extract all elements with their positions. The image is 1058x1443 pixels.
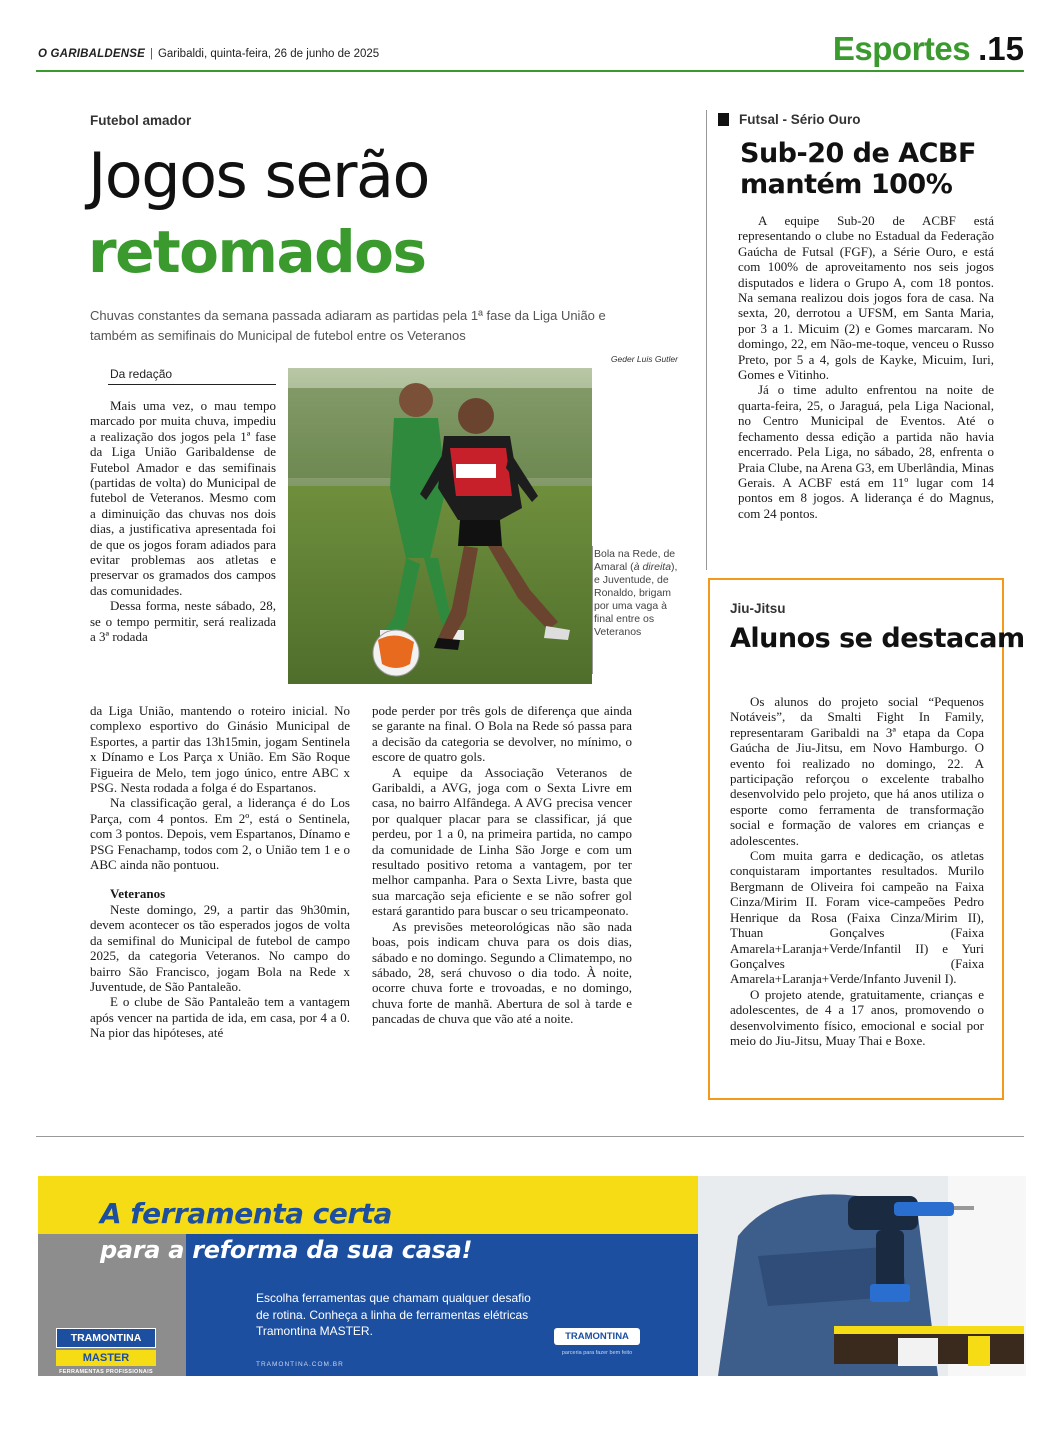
jiujitsu-kicker: Jiu-Jitsu	[730, 601, 786, 616]
section-header	[833, 30, 1024, 68]
paragraph: pode perder por três gols de diferença que ainda se garante na final. O Bola na Rede só passa para a decisão da categoria se devolver, no mínimo, o escore de quatro gols.	[372, 703, 632, 765]
logo-line1: TRAMONTINA	[56, 1328, 156, 1348]
dateline-text: Garibaldi, quinta-feira, 26 de junho de 2025	[157, 48, 380, 60]
paragraph: As previsões meteorológicas não são nada boas, pois indicam chuva para os dois dias, sábado e no domingo. Segundo a Climatempo, no sábado, 28, será chuvoso o dia todo. À noite, ocorre chuva forte e trovoadas, e no domingo, chuva forte de manhã. Abertura de sol à tarde e pancadas de chuva que vão até a noite.	[372, 918, 632, 1027]
futsal-headline: Sub-20 de ACBF mantém 100%	[740, 138, 976, 200]
page-number: .15	[978, 30, 1024, 67]
paragraph: Dessa forma, neste sábado, 28, se o tempo permitir, será realizada a 3ª rodada	[90, 598, 276, 645]
ad-headline-1: A ferramenta certa	[100, 1197, 392, 1230]
jiujitsu-headline: Alunos se destacam	[730, 623, 1025, 654]
ad-url[interactable]: TRAMONTINA.COM.BR	[256, 1361, 344, 1368]
main-body-col1-narrow	[90, 398, 276, 645]
soccer-players-illustration	[288, 368, 592, 684]
main-headline-line2: retomados	[88, 218, 426, 286]
ad-headline-2: para a reforma da sua casa!	[100, 1236, 473, 1264]
badge-tagline: parceria para fazer bem feito	[561, 1350, 633, 1356]
caption-emphasis: à direita	[633, 561, 672, 573]
jiujitsu-body	[730, 694, 984, 1048]
futsal-body	[738, 213, 994, 521]
photo-credit: Geder Luis Gutler	[610, 354, 678, 364]
badge-label: TRAMONTINA	[554, 1328, 640, 1345]
main-deck: Chuvas constantes da semana passada adiaram as partidas pela 1ª fase da Liga União e também as semifinais do Municipal de futebol entre os Veteranos	[90, 308, 606, 343]
photo-caption	[594, 548, 684, 639]
ad-body-text: Escolha ferramentas que chamam qualquer desafio de rotina. Conheça a linha de ferramentas elétricas Tramontina MASTER.	[256, 1291, 531, 1338]
paragraph: Os alunos do projeto social “Pequenos Notáveis”, da Smalti Fight In Family, representaram Garibaldi na 3ª etapa da Copa Gaúcha de Jiu-Jitsu, em Novo Hamburgo. O evento foi realizado no domingo, 22. A participação reforçou o excelente trabalho desenvolvido pelo projeto, que há anos utiliza o esporte como ferramenta de transformação social e formação de valores em crianças e adolescentes.	[730, 694, 984, 848]
byline-rule	[108, 384, 276, 385]
caption-rule	[592, 546, 593, 674]
caption-text: Bola na Rede, de Amaral (	[594, 548, 676, 573]
paragraph: Já o time adulto enfrentou na noite de quarta-feira, 25, o Jaraguá, pela Liga Nacional, no Centro Municipal de Eventos. Até o fechamento dessa edição a partida não havia encerrado. Pela Liga, no sábado, 28, enfrenta o Praia Clube, na Arena G3, em Uberlândia, Minas Gerais. A ACBF está em 11º lugar com 14 pontos em 8 jogos. A liderança é do Magnus, com 24 pontos.	[738, 382, 994, 521]
main-body-col2	[372, 703, 632, 1027]
paragraph: da Liga União, mantendo o roteiro inicial. No complexo esportivo do Ginásio Municipal de Esportes, a partir das 13h15min, jogam Sentinela x Dínamo e Los Parça x União. Em São Roque Figueira de Melo, tem jogo único, entre ABC x PSG. Nesta rodada a folga é do Espartanos.	[90, 703, 350, 796]
drill-worker-illustration	[698, 1176, 1026, 1376]
match-photo	[288, 368, 592, 684]
bottom-rule	[36, 1136, 1024, 1137]
paragraph: Na classificação geral, a liderança é do Los Parça, com 4 pontos. Em 2º, está o Sentinela, com 3 pontos. Depois, vem Espartanos, Dínamo e PSG Fenachamp, todos com 2, o União tem 1 e o ABC ainda não pontuou.	[90, 795, 350, 873]
paragraph: A equipe Sub-20 de ACBF está representando o clube no Estadual da Federação Gaúcha de Futsal (FGF), a Série Ouro, e está com 100% de aproveitamento nos seis jogos disputados e lidera o Grupo A, com 18 pontos. Na semana realizou dois jogos fora de casa. Na sexta, 20, derrotou a UFSM, em Santa Maria, por 3 a 1. Micuim (2) e Gomes marcaram. No domingo, 22, em Não-me-toque, venceu o Russo Preto, por 5 a 4, gols de Kayke, Micuim, Iuri, Gomes e Vitinho.	[738, 213, 994, 383]
paragraph: Mais uma vez, o mau tempo marcado por muita chuva, impediu a realização dos jogos pela 1ª fase da Liga União Garibaldense de Futebol Amador e das semifinais (partidas de volta) do Municipal de futebol de Veteranos. Mesmo com a diminuição das chuvas nos dois dias, a justificativa apresentada foi de que os jogos foram adiados para evitar problemas aos atletas e preservar os gramados dos campos das comunidades.	[90, 398, 276, 598]
subhead-veteranos: Veteranos	[110, 886, 166, 902]
advertisement[interactable]	[38, 1176, 1026, 1376]
tramontina-master-logo	[56, 1328, 156, 1375]
futsal-kicker-text: Futsal - Sério Ouro	[739, 112, 861, 127]
publication-name: O GARIBALDENSE	[38, 48, 145, 60]
paragraph: Com muita garra e dedicação, os atletas conquistaram importantes resultados. Murilo Bergmann de Oliveira foi campeão na Faixa Cinza/Mirim II. Foram vice-campeões Pedro Henrique da Rosa (Faixa Cinza/Mirim II), Thuan Gonçalves (Faixa Amarela+Laranja+Verde/Infantil II) e Yuri Gonçalves (Faixa Amarela+Laranja+Verde/Infanto Juvenil I).	[730, 848, 984, 987]
header-dateline	[38, 48, 379, 60]
caption-text: ), e Juventude, de Ronaldo, brigam por uma vaga à final entre os Veteranos	[594, 561, 678, 638]
logo-line3: FERRAMENTAS PROFISSIONAIS	[59, 1369, 153, 1375]
tramontina-badge	[554, 1328, 640, 1356]
byline: Da redação	[110, 367, 173, 381]
futsal-kicker	[718, 112, 861, 127]
paragraph: E o clube de São Pantaleão tem a vantagem após vencer na partida de ida, em casa, por 4 a 0. Na pior das hipóteses, até	[90, 994, 350, 1041]
logo-line2: MASTER	[56, 1350, 156, 1366]
main-headline-line1: Jogos serão	[88, 139, 429, 212]
paragraph: Neste domingo, 29, a partir das 9h30min, devem acontecer os tão esperados jogos de volta da semifinal do Municipal de futebol de campo 2025, da categoria Veteranos. No campo do bairro São Francisco, jogam Bola na Rede x Juventude, de São Pantaleão.	[90, 901, 350, 994]
column-rule	[706, 110, 707, 570]
main-body-col1-wide	[90, 703, 350, 1041]
drill-worker-photo	[698, 1176, 1026, 1376]
header-rule	[36, 70, 1024, 72]
paragraph: A equipe da Associação Veteranos de Garibaldi, a AVG, joga com o Sexta Livre em casa, no bairro Alfândega. A AVG precisa vencer por qualquer placar para se classificar, já que perdeu, por 1 a 0, na primeira partida, no campo da comunidade de Linha São Jorge e com um resultado positivo retoma a vantagem, por ter melhor campanha. Para o Sexta Livre, basta que sua marcação seja eficiente e se não sofrer gol estará garantido para buscar o seu tricampeonato.	[372, 764, 632, 919]
header-separator: |	[149, 48, 153, 60]
main-kicker: Futebol amador	[90, 113, 192, 128]
section-name: Esportes	[832, 30, 971, 67]
paragraph: O projeto atende, gratuitamente, crianças e adolescentes, de 4 a 17 anos, promovendo o desenvolvimento físico, emocional e social por meio do Jiu-Jitsu, Muay Thai e Boxe.	[730, 986, 984, 1048]
square-bullet-icon	[718, 113, 729, 126]
